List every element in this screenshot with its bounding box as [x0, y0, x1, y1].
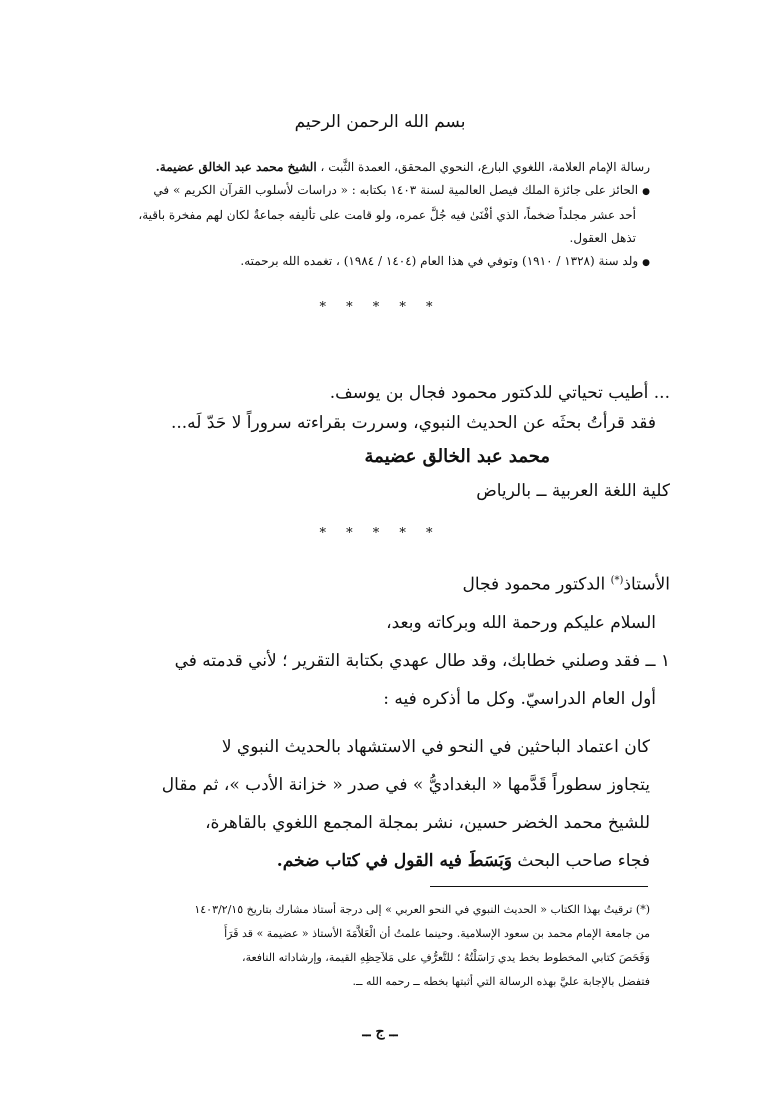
- footnote-line-2: من جامعة الإمام محمد بن سعود الإسلامية. وحينما علمتُ أن الْعَلاَّمَةَ الأستاذ « عضيمة » قد قَرَأَ: [224, 927, 650, 940]
- stars-divider-2: * * * * *: [319, 526, 441, 541]
- intro-section: [110, 156, 650, 275]
- footnote-line-1: (*) ترقيتُ بهذا الكتاب « الحديث النبوي في النحو العربي » إلى درجة أستاذ مشارك بتاريخ ١٤٠٣/٢/١٥: [194, 903, 650, 916]
- letter-section: [90, 378, 670, 506]
- quoted-report: [110, 728, 650, 880]
- paragraph-number: ١ ــ: [645, 651, 670, 671]
- award-text: الحائز على جائزة الملك فيصل العالمية لسنة ١٤٠٣ بكتابه : « دراسات لأسلوب القرآن الكريم » في: [153, 183, 639, 197]
- addressee-line: [90, 562, 670, 604]
- letter-greeting: ... أطيب تحياتي للدكتور محمود فجال بن يوسف.: [329, 383, 670, 403]
- birth-text: ولد سنة (١٣٢٨ / ١٩١٠) وتوفي في هذا العام (١٤٠٤ / ١٩٨٤) ، تغمده الله برحمته.: [240, 254, 639, 268]
- intro-bullet-award-cont2: تذهل العقول.: [569, 231, 636, 245]
- paragraph-line-2: أول العام الدراسيّ. وكل ما أذكره فيه :: [383, 689, 656, 709]
- signer-college: كلية اللغة العربية ــ بالرياض: [476, 481, 670, 501]
- paragraph-line: [90, 642, 670, 680]
- footnote-mark: (*): [610, 575, 624, 586]
- stars-divider-1: * * * * *: [319, 300, 441, 315]
- intro-bullet-award-cont: أحد عشر مجلداً ضخماً، الذي أفْنَىٰ فيه جُلَّ عمره، ولو قامت على تأليفه جماعةٌ لكان لهم مفخرة باقية،: [138, 208, 636, 222]
- addressee-name: الدكتور محمود فجال: [462, 574, 606, 595]
- intro-text: رسالة الإمام العلامة، اللغوي البارع، النحوي المحقق، العمدة الثَّبت ،: [320, 160, 650, 174]
- footnote-line-3: وَفَحَصَ كتابي المخطوط بخط يدي رَاسَلْتُهُ ؛ للتَّعرُّفِ على مَلاَحِظِهِ القيمة، وإرشاداته النافعة،: [242, 951, 650, 964]
- footnote-line-4: فتفضل بالإجابة عليَّ بهذه الرسالة التي أثبتها بخطه ــ رحمه الله ــ.: [352, 975, 650, 988]
- quote-line-1: كان اعتماد الباحثين في النحو في الاستشهاد بالحديث النبوي لا: [221, 737, 650, 757]
- signer-name: محمد عبد الخالق عضيمة: [364, 446, 550, 467]
- numbered-paragraph: [90, 642, 670, 718]
- intro-bullet-birth: [110, 250, 650, 275]
- basmala-heading: بسم الله الرحمن الرحيم: [294, 112, 466, 132]
- quote-line-2: يتجاوز سطوراً قَدَّمها « البغداديُّ » في صدر « خزانة الأدب »، ثم مقال: [161, 775, 650, 795]
- page-number: ــ ج ــ: [362, 1024, 398, 1040]
- footnote: [110, 898, 650, 994]
- letter-body: فقد قرأتُ بحثَه عن الحديث النبوي، وسررت بقراءته سروراً لا حَدّ لَه...: [170, 413, 656, 433]
- quote-plain-text: فجاء صاحب البحث: [517, 851, 650, 871]
- quote-line-3: للشيخ محمد الخضر حسين، نشر بمجلة المجمع اللغوي بالقاهرة،: [205, 813, 650, 833]
- quote-line-4: [110, 842, 650, 880]
- salutation: السلام عليكم ورحمة الله وبركاته وبعد،: [386, 612, 656, 633]
- sheikh-name: الشيخ محمد عبد الخالق عضيمة.: [155, 160, 317, 174]
- quote-bold-text: وَبَسَطَ فيه القول في كتاب ضخم.: [276, 851, 512, 871]
- intro-bullet-award: [110, 179, 650, 204]
- footnote-divider: [430, 886, 648, 887]
- paragraph-text: فقد وصلني خطابك، وقد طال عهدي بكتابة التقرير ؛ لأني قدمته في: [174, 651, 641, 671]
- addressee-title: الأستاذ: [623, 574, 670, 595]
- addressee-section: [90, 562, 670, 642]
- intro-line: [110, 156, 650, 179]
